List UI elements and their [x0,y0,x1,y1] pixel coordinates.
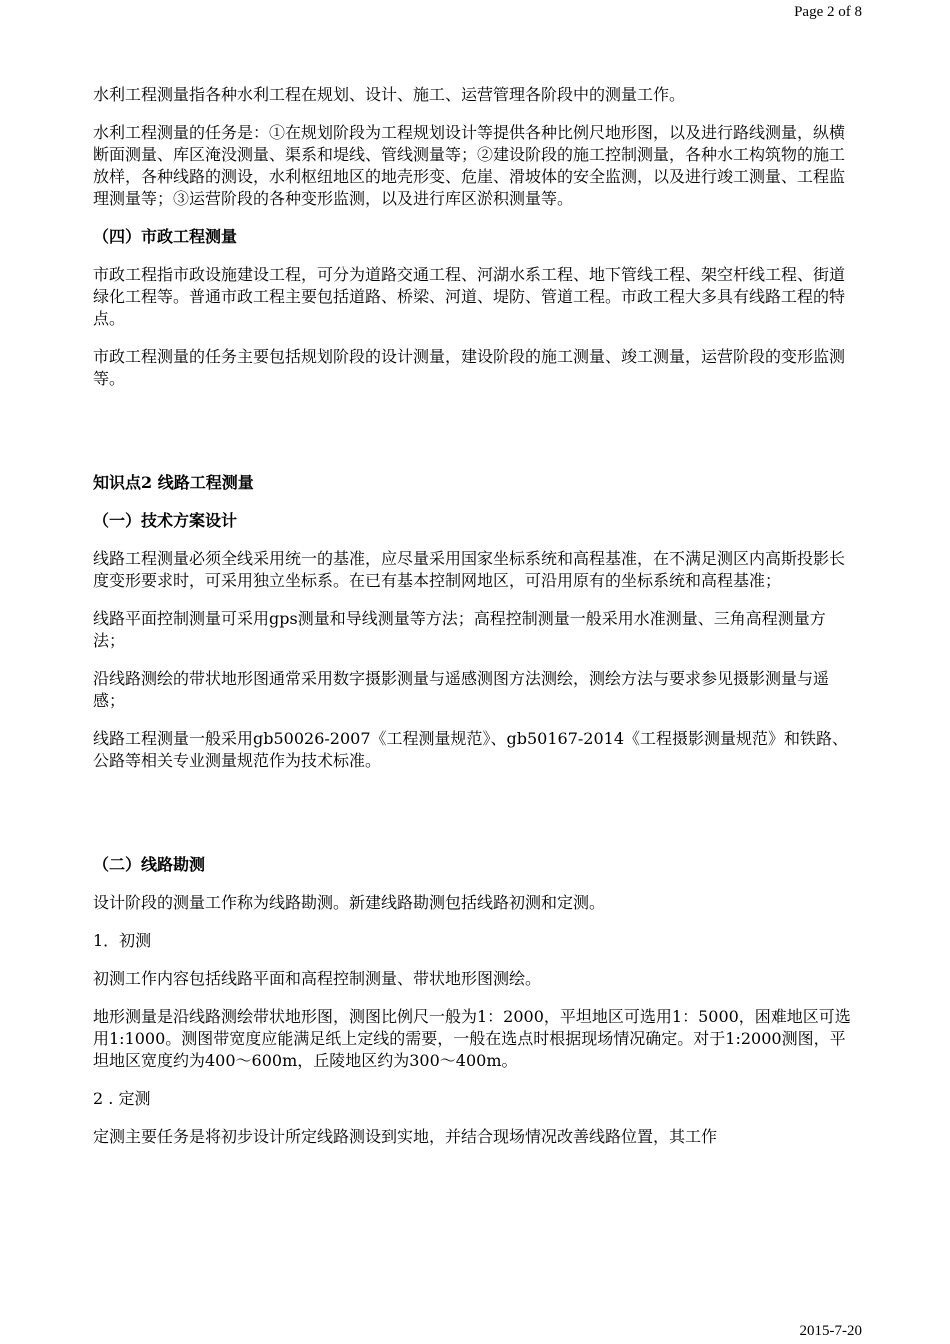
document-body [93,80,855,1148]
paragraph-standards: 线路工程测量一般采用gb50026-2007《工程测量规范》、gb50167-2014《工程摄影测量规范》和铁路、公路等相关专业测量规范作为技术标准。 [93,729,849,770]
paragraph-water-survey-tasks: 水利工程测量的任务是：①在规划阶段为工程规划设计等提供各种比例尺地形图，以及进行路线测量，纵横断面测量、库区淹没测量、渠系和堤线、管线测量等；②建设阶段的施工控制测量，各种水工构筑物的施工放样，各种线路的测设，水利枢纽地区的地壳形变、危崖、滑坡体的安全监测，以及进行竣工测量、工程监理测量等；③运营阶段的各种变形监测，以及进行库区淤积测量等。 [93,123,846,208]
paragraph-final-survey-tasks: 定测主要任务是将初步设计所定线路测设到实地，并结合现场情况改善线路位置，其工作 [93,1127,718,1146]
list-item-preliminary-survey: 1．初测 [93,931,152,950]
paragraph-strip-map: 沿线路测绘的带状地形图通常采用数字摄影测量与遥感测图方法测绘，测绘方法与要求参见摄影测量与遥感； [93,669,830,710]
paragraph-route-survey-intro: 设计阶段的测量工作称为线路勘测。新建线路勘测包括线路初测和定测。 [93,893,606,912]
page-indicator: Page 2 of 8 [794,4,862,20]
paragraph-preliminary-content: 初测工作内容包括线路平面和高程控制测量、带状地形图测绘。 [93,969,542,988]
paragraph-datum: 线路工程测量必须全线采用统一的基准，应尽量采用国家坐标系统和高程基准，在不满足测区内高斯投影长度变形要求时，可采用独立坐标系。在已有基本控制网地区，可沿用原有的坐标系统和高程基准； [93,549,846,590]
heading-municipal-survey: （四）市政工程测量 [93,227,238,246]
list-item-final-survey: 2 . 定测 [93,1089,151,1108]
paragraph-control-survey: 线路平面控制测量可采用gps测量和导线测量等方法；高程控制测量一般采用水准测量、三角高程测量方法； [93,609,826,650]
heading-route-survey: （二）线路勘测 [93,855,206,874]
heading-knowledge-point-2: 知识点2 线路工程测量 [93,473,254,492]
footer-date: 2015-7-20 [799,1323,862,1339]
paragraph-municipal-tasks: 市政工程测量的任务主要包括规划阶段的设计测量，建设阶段的施工测量、竣工测量，运营阶段的变形监测等。 [93,347,846,388]
paragraph-topographic-survey: 地形测量是沿线路测绘带状地形图，测图比例尺一般为1：2000，平坦地区可选用1：5000，困难地区可选用1:1000。测图带宽度应能满足纸上定线的需要，一般在选点时根据现场情况确定。对于1:2000测图，平坦地区宽度约为400～600m，丘陵地区约为300～400m。 [93,1007,851,1070]
heading-technical-design: （一）技术方案设计 [93,511,238,530]
paragraph-municipal-definition: 市政工程指市政设施建设工程，可分为道路交通工程、河湖水系工程、地下管线工程、架空杆线工程、街道绿化工程等。普通市政工程主要包括道路、桥梁、河道、堤防、管道工程。市政工程大多具有线路工程的特点。 [93,265,846,328]
paragraph-water-survey-definition: 水利工程测量指各种水利工程在规划、设计、施工、运营管理各阶段中的测量工作。 [93,85,686,104]
